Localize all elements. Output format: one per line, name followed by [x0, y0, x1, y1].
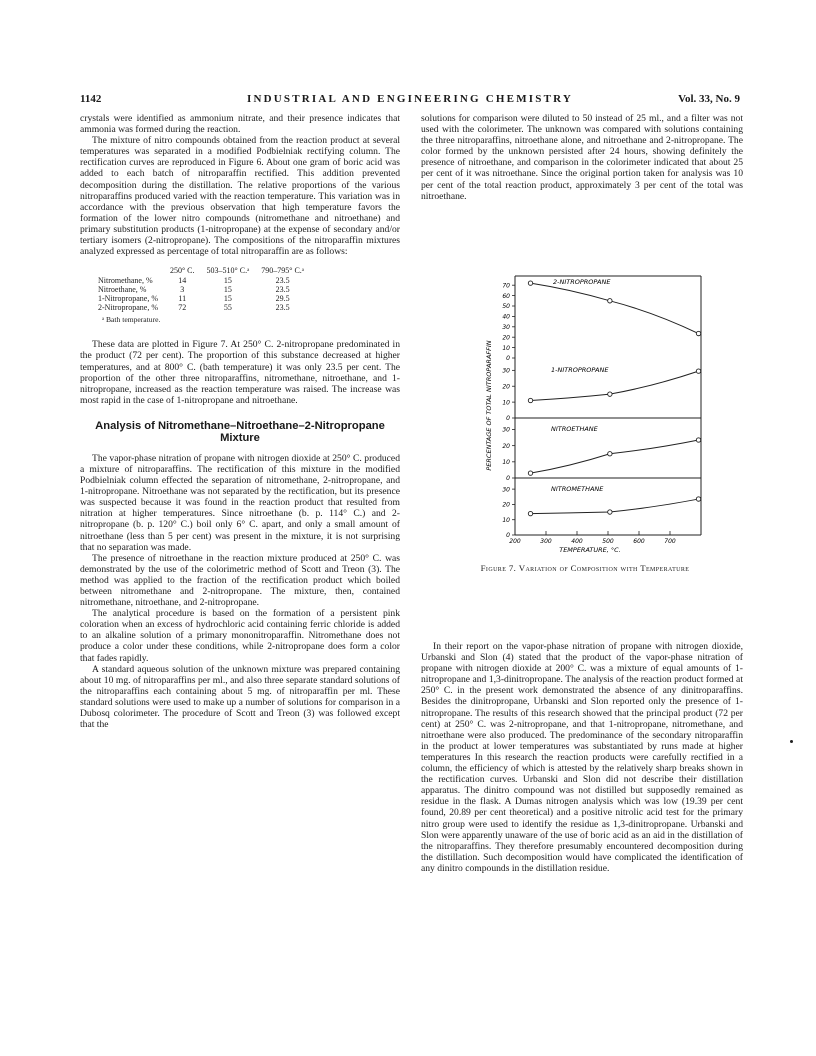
paragraph: In their report on the vapor-phase nitration of propane with nitrogen dioxide, Urbanski and Slon (4) stated that the product of the vapor-phase nitration of propane with nitrogen dioxide at 200° C. was a mixture of equal amounts of 1-nitropropane and 1,3-dinitropropane. The analysis of the reaction product formed at 250° C. in the present work demonstrated the absence of any dinitroparaffins. Besides the dinitropropane, Urbanski and Slon reported only the presence of 1-nitropropane. The results of this research showed that the principal product (72 per cent) at 250° C. was 2-nitropropane, and that 1-nitropropane, nitromethane, and nitroethane were also produced. The predominance of the secondary nitroparaffin in the product at lower temperatures was substantiated by runs made at higher temperatures In this research the reaction products were carefully rectified in a column, the efficiency of which is attested by the relatively sharp breaks shown in the rectification curves. Urbanski and Slon did not describe their distillation apparatus. The dinitro compound was not distilled but supposedly remained as residue in the flask. A Dumas nitrogen analysis which was low (19.39 per cent found, 20.89 per cent theoretical) and a positive nitrolic acid test for the primary nitro group were used to identify the residue as 1,3-dinitropropane. Urbanski and Slon were apparently unaware of the use of boric acid as an aid in the distillation of the nitroparaffins. They therefore presumably encountered decomposition during the distillation. Such decomposition would have complicated the identification of any dinitro compounds in the distillation residue.: [421, 641, 743, 874]
series-label: NITROETHANE: [551, 425, 598, 433]
table-header: 503–510° C.ᵃ: [206, 266, 250, 276]
data-point: [696, 369, 700, 373]
y-tick-label: 70: [502, 282, 510, 290]
y-tick-label: 20: [502, 383, 510, 391]
left-column: [80, 113, 400, 730]
y-tick-label: 0: [506, 415, 510, 423]
y-tick-label: 20: [502, 442, 510, 450]
data-point: [528, 398, 532, 402]
y-tick-label: 30: [502, 324, 510, 331]
data-point: [528, 471, 532, 475]
x-tick-label: 600: [633, 538, 645, 545]
y-tick-label: 10: [502, 399, 510, 407]
table-footnote: ᵃ Bath temperature.: [102, 315, 161, 325]
y-tick-label: 0: [506, 355, 510, 363]
paragraph: These data are plotted in Figure 7. At 250° C. 2-nitropropane predominated in the product (72 per cent). The proportion of this substance decreased at higher temperatures, and at 800° C. (bath temperature) it was only 23.5 per cent. The proportion of the other three nitroparaffins, nitromethane, nitroethane, and 1-nitropropane, increased as the reaction temperature was raised. The increase was most rapid in the case of 1-nitropropane and nitroethane.: [80, 339, 400, 406]
table-cell: 1-Nitropropane, %: [98, 294, 158, 304]
y-tick-label: 0: [506, 475, 510, 483]
figure-7-chart: [483, 268, 703, 560]
series-line: [531, 499, 699, 514]
figure-caption: Figure 7. Variation of Composition with Temperature: [480, 563, 690, 573]
table-cell: 15: [223, 285, 232, 295]
series-line: [531, 440, 699, 473]
table-cell: 55: [223, 303, 232, 313]
journal-title: INDUSTRIAL AND ENGINEERING CHEMISTRY: [246, 93, 574, 105]
y-axis-label: PERCENTAGE OF TOTAL NITROPARAFFIN: [485, 340, 493, 471]
paragraph: The mixture of nitro compounds obtained from the reaction product at several temperatures was separated in a modified Podbielniak rectifying column. The rectification curves are reproduced in Figure 6. About one gram of boric acid was added to each batch of nitroparaffin rectified. This addition prevented decomposition during the distillation. The relative proportions of the various nitroparaffins produced varied with the reaction temperature. This variation was in accordance with the previous observation that high temperature favors the formation of the lower nitro compounds (nitromethane and nitroethane) and primary substitution products (1-nitropropane) at the expense of secondary and/or tertiary isomers (2-nitropropane). The compositions of the nitroparaffin mixtures analyzed expressed as percentage of total nitroparaffin are as follows:: [80, 135, 400, 258]
table-header: [98, 266, 164, 276]
data-point: [696, 497, 700, 501]
paragraph: A standard aqueous solution of the unknown mixture was prepared containing about 10 mg. of nitroparaffins per ml., and also three separate standard solutions of the nitroparaffins each containing about 5 mg. of nitroparaffin per ml. These standard solutions were used to make up a number of solutions for comparison in a Dubosq colorimeter. The procedure of Scott and Treon (3) was followed except that the: [80, 663, 400, 731]
data-point: [608, 392, 612, 396]
paragraph: The vapor-phase nitration of propane with nitrogen dioxide at 250° C. produced a mixture of nitroparaffins. The rectification of this mixture in the modified Podbielniak column effected the separation of nitromethane, 2-nitropropane, and 1-nitropropane. Nitroethane was not separated by the rectification, but its presence was suspected because it was found in the reaction product that resulted from nitration at higher temperatures. Since nitroethane (b. p. 114° C.) and 2-nitropropane (b. p. 120° C.) boil only 6° C. apart, and only a small amount of nitroethane (less than 5 per cent) was present in the mixture, it is not surprising that no separation was made.: [80, 452, 400, 553]
paragraph: solutions for comparison were diluted to 50 instead of 25 ml., and a filter was not used with the colorimeter. The unknown was compared with solutions containing the three nitroparaffins, nitroethane alone, and nitroethane and 2-nitropropane. The color formed by the unknown persisted after 24 hours, showing definitely the presence of nitroethane, and comparison in the colorimeter indicated that about 25 per cent of it was nitroethane. Since the original portion taken for analysis was 10 per cent of the total reaction product, approximately 3 per cent of the total was nitroethane.: [421, 113, 743, 202]
data-point: [696, 438, 700, 442]
table-cell: 72: [178, 303, 187, 313]
paragraph: The analytical procedure is based on the formation of a persistent pink coloration when an excess of hydrochloric acid containing ferric chloride is added to an alkaline solution of a primary mononitroparaffin. Nitromethane does not produce a color under these conditions, while 2-nitropropane does form a color that fades rapidly.: [80, 608, 400, 664]
y-tick-label: 30: [502, 367, 510, 375]
section-heading: Analysis of Nitromethane–Nitroethane–2-Nitropropane Mixture: [95, 419, 385, 444]
data-point: [696, 331, 700, 335]
y-tick-label: 10: [502, 516, 510, 524]
y-tick-label: 0: [506, 532, 510, 540]
table-cell: 14: [178, 276, 187, 286]
table-cell: Nitroethane, %: [98, 285, 147, 295]
y-tick-label: 10: [502, 344, 510, 352]
y-tick-label: 60: [502, 292, 510, 300]
right-column-bottom: [421, 641, 743, 874]
table-row: [98, 285, 310, 294]
paragraph: crystals were identified as ammonium nitrate, and their presence indicates that ammonia was formed during the reaction.: [80, 113, 400, 136]
table-header: 250° C.: [169, 266, 195, 276]
table-cell: 23.5: [275, 285, 290, 295]
series-line: [531, 371, 699, 400]
volume-number: Vol. 33, No. 9: [678, 93, 740, 105]
table-header: 790–795° C.ᵃ: [261, 266, 304, 276]
y-tick-label: 40: [502, 313, 510, 321]
table-cell: 29.5: [275, 294, 290, 304]
table-cell: 23.5: [275, 276, 290, 286]
table-cell: 2-Nitropropane, %: [98, 303, 158, 313]
table-row: [98, 276, 310, 285]
y-tick-label: 30: [502, 426, 510, 434]
paragraph: The presence of nitroethane in the reaction mixture produced at 250° C. was demonstrated by the use of the colorimetric method of Scott and Treon (3). The method was applied to the fraction of the rectification product which boiled between nitromethane and 2-nitropropane. The mixture, then, contained nitromethane, nitroethane, and 2-nitropropane.: [80, 552, 400, 609]
x-tick-label: 500: [602, 538, 614, 545]
table-row: [98, 294, 310, 303]
composition-table: [98, 266, 310, 312]
right-column-top: [421, 113, 743, 202]
series-label: NITROMETHANE: [551, 485, 604, 493]
x-tick-label: 400: [571, 538, 583, 545]
page-number: 1142: [80, 93, 102, 105]
y-tick-label: 10: [502, 459, 510, 467]
data-point: [528, 511, 532, 515]
data-point: [608, 299, 612, 303]
y-tick-label: 20: [502, 501, 510, 509]
x-tick-label: 700: [664, 538, 676, 545]
table-cell: 15: [223, 294, 232, 304]
x-tick-label: 300: [540, 538, 552, 545]
table-row: [98, 303, 310, 312]
x-tick-label: 200: [509, 538, 521, 545]
x-axis-label: TEMPERATURE, °C.: [559, 546, 621, 554]
table-cell: 15: [223, 276, 232, 286]
data-point: [608, 510, 612, 514]
table-cell: 23.5: [275, 303, 290, 313]
stray-mark: [790, 740, 793, 743]
y-tick-label: 30: [502, 486, 510, 494]
table-cell: Nitromethane, %: [98, 276, 153, 286]
table-cell: 11: [178, 294, 187, 304]
running-header: [80, 93, 740, 107]
table-cell: 3: [180, 285, 185, 295]
series-label: 1-NITROPROPANE: [551, 366, 609, 374]
series-line: [531, 283, 699, 333]
y-tick-label: 50: [502, 303, 510, 311]
data-point: [608, 452, 612, 456]
data-point: [528, 281, 532, 285]
y-tick-label: 20: [502, 334, 510, 342]
series-label: 2-NITROPROPANE: [553, 278, 611, 286]
